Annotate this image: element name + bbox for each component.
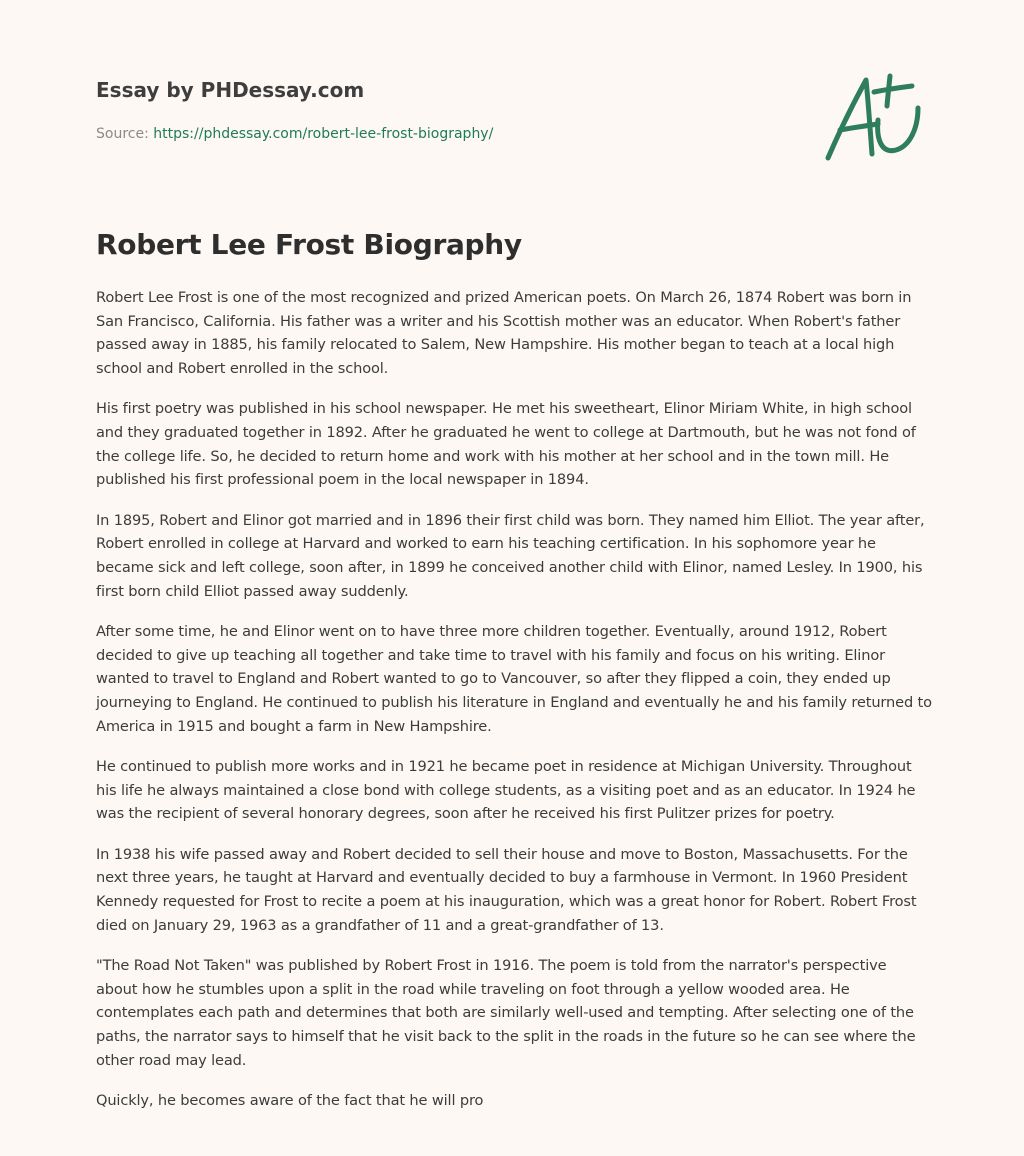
paragraph-truncated: Quickly, he becomes aware of the fact that he will pro	[96, 1092, 484, 1110]
paragraph: Robert Lee Frost is one of the most recognized and prized American poets. On March 26, 1874 Robert was born in San Francisco, California. His father was a writer and his Scottish mother was an educator. When Robert's father passed away in 1885, his family relocated to Salem, New Hampshire. His mother began to teach at a local high school and Robert enrolled in the school.	[96, 289, 912, 377]
paragraph: His first poetry was published in his school newspaper. He met his sweetheart, Elinor Miriam White, in high school and they graduated together in 1892. After he graduated he went to college at Dartmouth, but he was not fond of the college life. So, he decided to return home and work with his mother at her school and in the town mill. He published his first professional poem in the local newspaper in 1894.	[96, 400, 916, 489]
paragraph: In 1895, Robert and Elinor got married and in 1896 their first child was born. They named him Elliot. The year after, Robert enrolled in college at Harvard and worked to earn his teaching certification. In his sophomore year he became sick and left college, soon after, in 1899 he conceived another child with Elinor, named Lesley. In 1900, his first born child Elliot passed away suddenly.	[96, 511, 925, 600]
a-plus-logo-icon	[820, 68, 930, 168]
essay-title: Robert Lee Frost Biography	[96, 228, 522, 261]
source-link[interactable]: https://phdessay.com/robert-lee-frost-biography/	[153, 126, 494, 142]
paragraph: In 1938 his wife passed away and Robert decided to sell their house and move to Boston, Massachusetts. For the next three years, he taught at Harvard and eventually decided to buy a farmhouse in Vermont. In 1960 President Kennedy requested for Frost to recite a poem at his inauguration, which was a great honor for Robert. Robert Frost died on January 29, 1963 as a grandfather of 11 and a great-grandfather of 13.	[96, 845, 917, 934]
essay-header	[96, 76, 696, 144]
paragraph: "The Road Not Taken" was published by Robert Frost in 1916. The poem is told from the narrator's perspective about how he stumbles upon a split in the road while traveling on foot through a yellow wooded area. He contemplates each path and determines that both are similarly well-used and tempting. After selecting one of the paths, the narrator says to himself that he visit back to the split in the roads in the future so he can see where the other road may lead.	[96, 957, 916, 1069]
essay-body	[96, 286, 932, 1130]
source-line	[96, 124, 696, 144]
brand-title: Essay by PHDessay.com	[96, 78, 365, 102]
paragraph: After some time, he and Elinor went on to have three more children together. Eventually, around 1912, Robert decided to give up teaching all together and take time to travel with his family and focus on his writing. Elinor wanted to travel to England and Robert wanted to go to Vancouver, so after they flipped a coin, they ended up journeying to England. He continued to publish his literature in England and eventually he and his family returned to America in 1915 and bought a farm in New Hampshire.	[96, 623, 932, 735]
paragraph: He continued to publish more works and in 1921 he became poet in residence at Michigan University. Throughout his life he always maintained a close bond with college students, as a visiting poet and as an educator. In 1924 he was the recipient of several honorary degrees, soon after he received his first Pulitzer prizes for poetry.	[96, 758, 916, 823]
source-label: Source:	[96, 126, 154, 142]
